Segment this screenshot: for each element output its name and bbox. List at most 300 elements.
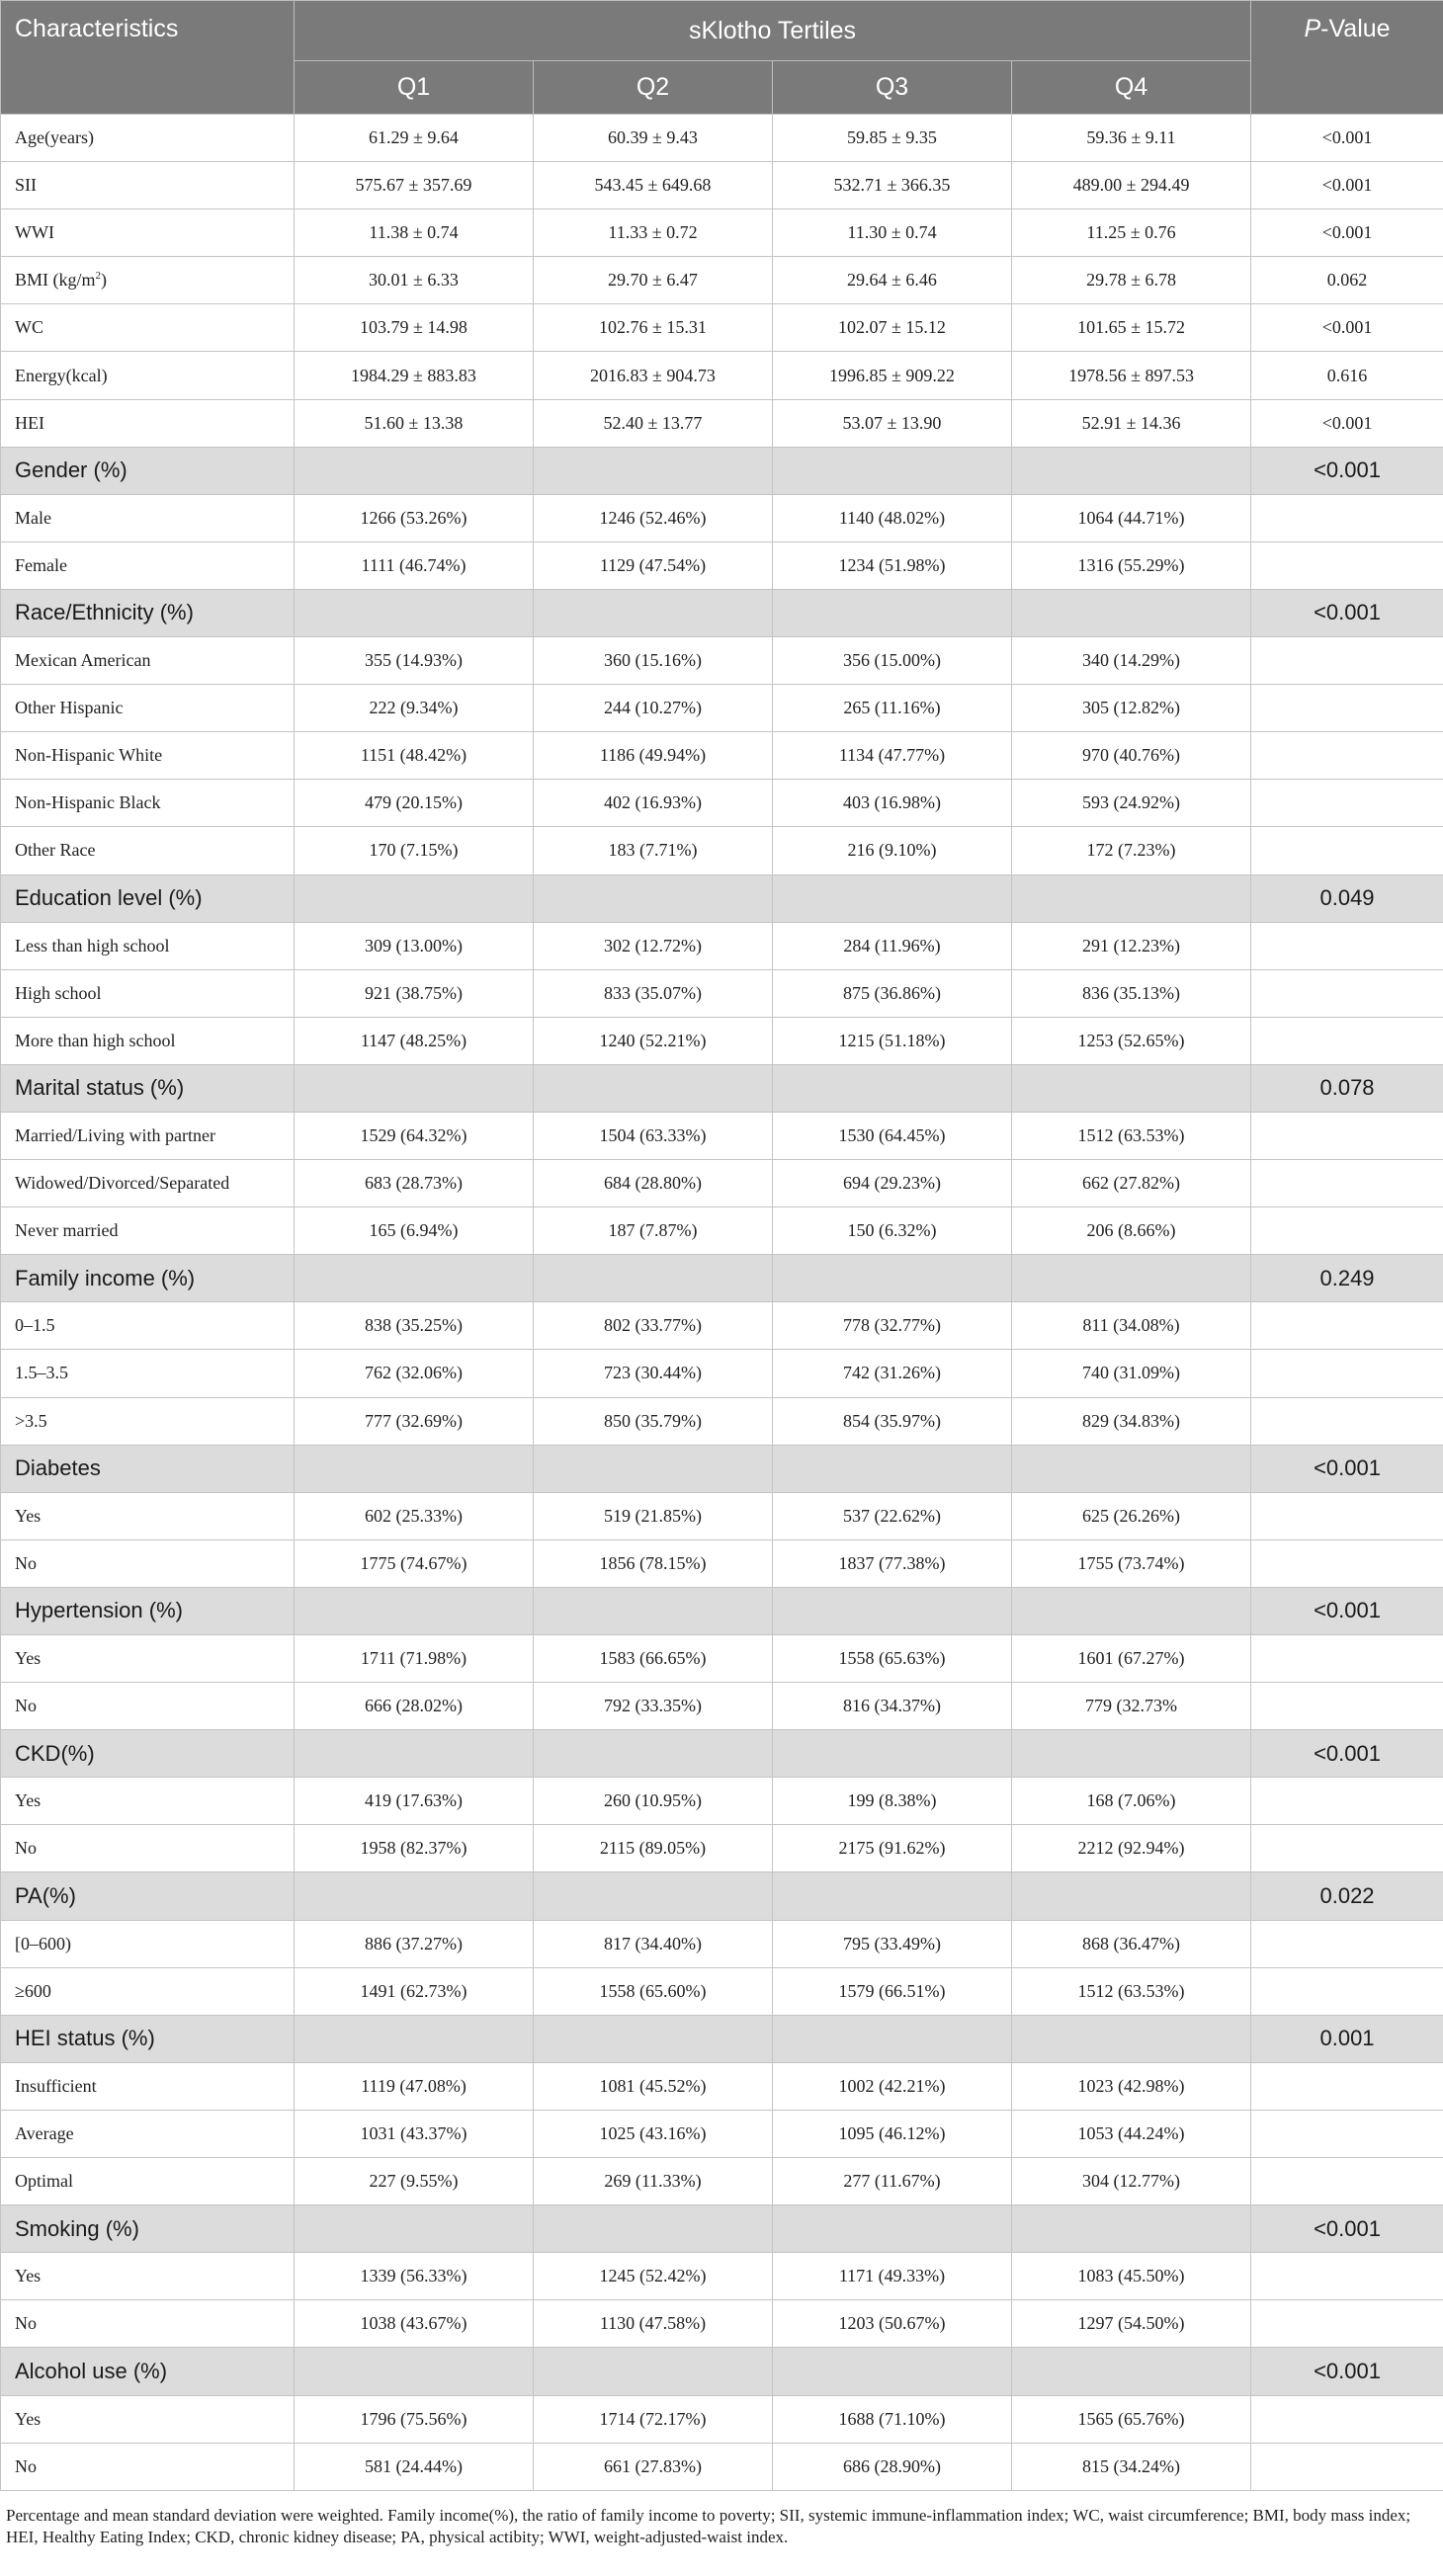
row-label-text: BMI (kg/m	[15, 270, 96, 291]
section-row	[1, 1064, 1443, 1112]
header-p-rest: -Value	[1320, 15, 1391, 42]
cell-q4: 811 (34.08%)	[1012, 1302, 1251, 1350]
row-label	[1, 115, 295, 162]
table-row	[1, 2253, 1443, 2300]
cell-q2: 543.45 ± 649.68	[534, 162, 773, 209]
row-label-text: No	[15, 1838, 37, 1859]
section-row	[1, 874, 1443, 922]
cell-p-value	[1251, 2443, 1443, 2490]
cell-q4: 1053 (44.24%)	[1012, 2110, 1251, 2157]
row-label-text: No	[15, 1552, 37, 1573]
cell-q4	[1012, 2348, 1251, 2395]
row-label-text: Non-Hispanic White	[15, 745, 163, 766]
cell-q4: 304 (12.77%)	[1012, 2158, 1251, 2205]
cell-q1: 1147 (48.25%)	[295, 1017, 534, 1064]
row-label-text: Yes	[15, 1648, 42, 1669]
cell-q2: 833 (35.07%)	[534, 969, 773, 1017]
section-row	[1, 1872, 1443, 1920]
cell-q1: 1775 (74.67%)	[295, 1539, 534, 1587]
row-label-text: Female	[15, 554, 67, 575]
row-label-text: Alcohol use (%)	[15, 2358, 168, 2383]
cell-q4: 489.00 ± 294.49	[1012, 162, 1251, 209]
cell-p-value: <0.001	[1251, 1587, 1443, 1634]
row-label	[1, 780, 295, 827]
cell-q2: 1186 (49.94%)	[534, 732, 773, 780]
cell-q4	[1012, 1872, 1251, 1920]
row-label-text: 0–1.5	[15, 1315, 55, 1336]
header-p-value	[1251, 1, 1443, 115]
row-label-text: Mexican American	[15, 650, 151, 671]
cell-p-value: 0.616	[1251, 352, 1443, 399]
cell-q3: 150 (6.32%)	[773, 1207, 1012, 1255]
row-label	[1, 732, 295, 780]
cell-q4: 59.36 ± 9.11	[1012, 115, 1251, 162]
cell-p-value: <0.001	[1251, 2205, 1443, 2253]
cell-p-value	[1251, 1397, 1443, 1445]
row-label-suffix: )	[101, 270, 108, 291]
cell-q3: 532.71 ± 366.35	[773, 162, 1012, 209]
cell-q3	[773, 1872, 1012, 1920]
table-row	[1, 2158, 1443, 2205]
row-label-text: Male	[15, 507, 51, 528]
row-label-text: No	[15, 2455, 37, 2476]
cell-q1: 762 (32.06%)	[295, 1350, 534, 1397]
section-row	[1, 1587, 1443, 1634]
row-label-text: Never married	[15, 1220, 119, 1241]
cell-q4: 815 (34.24%)	[1012, 2443, 1251, 2490]
table-row	[1, 780, 1443, 827]
row-label-text: 1.5–3.5	[15, 1363, 68, 1383]
cell-q3	[773, 874, 1012, 922]
row-label	[1, 352, 295, 399]
cell-q1: 838 (35.25%)	[295, 1302, 534, 1350]
row-label-text: Age(years)	[15, 127, 94, 148]
cell-q2: 1558 (65.60%)	[534, 1967, 773, 2015]
header-group: sKlotho Tertiles	[295, 1, 1251, 61]
table-row	[1, 2300, 1443, 2348]
cell-q3: 694 (29.23%)	[773, 1160, 1012, 1207]
cell-q4: 172 (7.23%)	[1012, 827, 1251, 874]
cell-p-value: <0.001	[1251, 162, 1443, 209]
cell-p-value	[1251, 1302, 1443, 1350]
cell-q1: 602 (25.33%)	[295, 1492, 534, 1539]
row-label-text: Education level (%)	[15, 885, 203, 911]
cell-q3: 1688 (71.10%)	[773, 2395, 1012, 2443]
cell-q1: 921 (38.75%)	[295, 969, 534, 1017]
cell-q3	[773, 1255, 1012, 1302]
cell-q4: 101.65 ± 15.72	[1012, 304, 1251, 352]
table-row	[1, 2062, 1443, 2110]
cell-q1: 355 (14.93%)	[295, 637, 534, 685]
cell-q2: 2016.83 ± 904.73	[534, 352, 773, 399]
cell-p-value: 0.249	[1251, 1255, 1443, 1302]
section-label	[1, 1587, 295, 1634]
cell-q3: 2175 (91.62%)	[773, 1825, 1012, 1872]
row-label-text: Energy(kcal)	[15, 365, 108, 385]
row-label-text: Marital status (%)	[15, 1075, 185, 1101]
section-label	[1, 2015, 295, 2062]
cell-q1	[295, 447, 534, 494]
cell-q4: 1253 (52.65%)	[1012, 1017, 1251, 1064]
cell-q4: 1978.56 ± 897.53	[1012, 352, 1251, 399]
cell-q1	[295, 1445, 534, 1492]
row-label	[1, 1492, 295, 1539]
row-label	[1, 1017, 295, 1064]
cell-p-value: <0.001	[1251, 209, 1443, 257]
cell-q4: 168 (7.06%)	[1012, 1778, 1251, 1825]
cell-p-value	[1251, 922, 1443, 969]
row-label	[1, 827, 295, 874]
cell-q1: 11.38 ± 0.74	[295, 209, 534, 257]
cell-q3	[773, 1064, 1012, 1112]
cell-q3: 59.85 ± 9.35	[773, 115, 1012, 162]
row-label-text: Married/Living with partner	[15, 1125, 215, 1146]
cell-q2: 2115 (89.05%)	[534, 1825, 773, 1872]
row-label-text: Hypertension (%)	[15, 1598, 183, 1623]
row-label-text: Diabetes	[15, 1455, 101, 1481]
row-label	[1, 1160, 295, 1207]
row-label-text: Insufficient	[15, 2075, 97, 2096]
cell-p-value	[1251, 1920, 1443, 1967]
cell-q2	[534, 2348, 773, 2395]
table-header	[1, 1, 1443, 115]
row-label	[1, 922, 295, 969]
row-label-text: Gender (%)	[15, 457, 127, 483]
table-row	[1, 541, 1443, 589]
cell-q2: 1129 (47.54%)	[534, 541, 773, 589]
cell-q4: 1565 (65.76%)	[1012, 2395, 1251, 2443]
row-label	[1, 2110, 295, 2157]
section-label	[1, 1255, 295, 1302]
cell-q1	[295, 1255, 534, 1302]
cell-q3: 1837 (77.38%)	[773, 1539, 1012, 1587]
row-label	[1, 1397, 295, 1445]
cell-p-value	[1251, 1683, 1443, 1730]
cell-q1: 61.29 ± 9.64	[295, 115, 534, 162]
table-row	[1, 1778, 1443, 1825]
section-label	[1, 2205, 295, 2253]
cell-p-value: 0.078	[1251, 1064, 1443, 1112]
row-label	[1, 1683, 295, 1730]
cell-q2: 187 (7.87%)	[534, 1207, 773, 1255]
cell-q2	[534, 1730, 773, 1778]
table-row	[1, 1160, 1443, 1207]
row-label-text: PA(%)	[15, 1883, 76, 1909]
table-row	[1, 162, 1443, 209]
table-row	[1, 1350, 1443, 1397]
cell-q4: 970 (40.76%)	[1012, 732, 1251, 780]
cell-p-value	[1251, 2062, 1443, 2110]
header-q3: Q3	[773, 61, 1012, 115]
cell-q4: 1601 (67.27%)	[1012, 1635, 1251, 1683]
cell-q4: 740 (31.09%)	[1012, 1350, 1251, 1397]
cell-q2: 11.33 ± 0.72	[534, 209, 773, 257]
cell-q4: 662 (27.82%)	[1012, 1160, 1251, 1207]
cell-q4: 625 (26.26%)	[1012, 1492, 1251, 1539]
cell-q3: 102.07 ± 15.12	[773, 304, 1012, 352]
cell-q2: 661 (27.83%)	[534, 2443, 773, 2490]
cell-q1: 1119 (47.08%)	[295, 2062, 534, 2110]
cell-p-value: 0.049	[1251, 874, 1443, 922]
cell-p-value	[1251, 1112, 1443, 1159]
table-row	[1, 2395, 1443, 2443]
cell-q1	[295, 2015, 534, 2062]
row-label-text: Yes	[15, 2266, 42, 2286]
cell-q4	[1012, 2015, 1251, 2062]
cell-q1	[295, 874, 534, 922]
cell-q2: 1714 (72.17%)	[534, 2395, 773, 2443]
cell-q1: 170 (7.15%)	[295, 827, 534, 874]
cell-q3: 356 (15.00%)	[773, 637, 1012, 685]
cell-q2	[534, 1872, 773, 1920]
table-row	[1, 1825, 1443, 1872]
cell-q1	[295, 1872, 534, 1920]
cell-p-value	[1251, 1967, 1443, 2015]
header-q4: Q4	[1012, 61, 1251, 115]
row-label	[1, 2300, 295, 2348]
cell-q2: 269 (11.33%)	[534, 2158, 773, 2205]
cell-q1: 575.67 ± 357.69	[295, 162, 534, 209]
cell-q3: 1215 (51.18%)	[773, 1017, 1012, 1064]
row-label-text: ≥600	[15, 1980, 51, 2001]
cell-q3	[773, 1730, 1012, 1778]
cell-q4: 1083 (45.50%)	[1012, 2253, 1251, 2300]
cell-p-value	[1251, 732, 1443, 780]
row-label	[1, 2062, 295, 2110]
cell-p-value: 0.022	[1251, 1872, 1443, 1920]
section-label	[1, 874, 295, 922]
cell-q3	[773, 2348, 1012, 2395]
cell-q2: 792 (33.35%)	[534, 1683, 773, 1730]
table-row	[1, 209, 1443, 257]
cell-q3: 1203 (50.67%)	[773, 2300, 1012, 2348]
cell-q4: 291 (12.23%)	[1012, 922, 1251, 969]
header-q1: Q1	[295, 61, 534, 115]
cell-p-value	[1251, 1778, 1443, 1825]
cell-p-value	[1251, 2300, 1443, 2348]
cell-q1: 1529 (64.32%)	[295, 1112, 534, 1159]
cell-q2: 723 (30.44%)	[534, 1350, 773, 1397]
cell-q4: 29.78 ± 6.78	[1012, 257, 1251, 304]
table-row	[1, 115, 1443, 162]
row-label-text: Yes	[15, 1790, 42, 1811]
row-label	[1, 209, 295, 257]
cell-q1: 103.79 ± 14.98	[295, 304, 534, 352]
cell-p-value	[1251, 685, 1443, 732]
cell-q2: 684 (28.80%)	[534, 1160, 773, 1207]
row-label-text: Family income (%)	[15, 1265, 196, 1290]
table-row	[1, 1112, 1443, 1159]
cell-q1: 222 (9.34%)	[295, 685, 534, 732]
cell-q3	[773, 2015, 1012, 2062]
cell-q1: 1984.29 ± 883.83	[295, 352, 534, 399]
cell-q1	[295, 2205, 534, 2253]
cell-q4: 1064 (44.71%)	[1012, 494, 1251, 541]
cell-p-value: <0.001	[1251, 589, 1443, 636]
cell-q2: 102.76 ± 15.31	[534, 304, 773, 352]
cell-q2: 52.40 ± 13.77	[534, 399, 773, 447]
header-q2: Q2	[534, 61, 773, 115]
cell-q1: 479 (20.15%)	[295, 780, 534, 827]
cell-q3: 854 (35.97%)	[773, 1397, 1012, 1445]
cell-q2	[534, 1255, 773, 1302]
row-label	[1, 1302, 295, 1350]
cell-q1: 1038 (43.67%)	[295, 2300, 534, 2348]
table-row	[1, 1302, 1443, 1350]
cell-q4	[1012, 447, 1251, 494]
cell-q4	[1012, 1255, 1251, 1302]
row-label-text: Yes	[15, 2408, 42, 2429]
cell-q3: 53.07 ± 13.90	[773, 399, 1012, 447]
cell-p-value: 0.062	[1251, 257, 1443, 304]
row-label	[1, 541, 295, 589]
cell-q2: 244 (10.27%)	[534, 685, 773, 732]
section-label	[1, 589, 295, 636]
cell-q4: 593 (24.92%)	[1012, 780, 1251, 827]
cell-q1: 777 (32.69%)	[295, 1397, 534, 1445]
cell-q2	[534, 1445, 773, 1492]
table-row	[1, 922, 1443, 969]
cell-q1: 581 (24.44%)	[295, 2443, 534, 2490]
cell-q3	[773, 589, 1012, 636]
row-label-text: Non-Hispanic Black	[15, 792, 161, 813]
cell-q3: 265 (11.16%)	[773, 685, 1012, 732]
cell-q4	[1012, 2205, 1251, 2253]
cell-q1: 419 (17.63%)	[295, 1778, 534, 1825]
header-characteristics: Characteristics	[1, 1, 295, 115]
row-label-text: No	[15, 2313, 37, 2334]
cell-q1	[295, 1587, 534, 1634]
row-label	[1, 1825, 295, 1872]
section-row	[1, 589, 1443, 636]
row-label	[1, 1778, 295, 1825]
cell-q4: 836 (35.13%)	[1012, 969, 1251, 1017]
cell-q4: 1297 (54.50%)	[1012, 2300, 1251, 2348]
section-row	[1, 2348, 1443, 2395]
section-row	[1, 2015, 1443, 2062]
cell-q4: 1512 (63.53%)	[1012, 1112, 1251, 1159]
row-label	[1, 1920, 295, 1967]
table-row	[1, 1683, 1443, 1730]
cell-q3: 1579 (66.51%)	[773, 1967, 1012, 2015]
cell-q3: 11.30 ± 0.74	[773, 209, 1012, 257]
cell-q3: 1530 (64.45%)	[773, 1112, 1012, 1159]
cell-q1: 886 (37.27%)	[295, 1920, 534, 1967]
header-p-italic: P	[1304, 15, 1321, 42]
cell-q2: 1081 (45.52%)	[534, 2062, 773, 2110]
section-label	[1, 1872, 295, 1920]
row-label	[1, 969, 295, 1017]
cell-p-value	[1251, 494, 1443, 541]
cell-q2	[534, 2015, 773, 2062]
row-label-text: HEI status (%)	[15, 2026, 155, 2051]
cell-q3: 1234 (51.98%)	[773, 541, 1012, 589]
cell-q3: 795 (33.49%)	[773, 1920, 1012, 1967]
row-label-text: WC	[15, 317, 43, 338]
cell-q3	[773, 1587, 1012, 1634]
row-label	[1, 399, 295, 447]
cell-q4: 340 (14.29%)	[1012, 637, 1251, 685]
cell-q4: 779 (32.73%	[1012, 1683, 1251, 1730]
cell-q1	[295, 589, 534, 636]
cell-q2: 519 (21.85%)	[534, 1492, 773, 1539]
cell-q1: 1151 (48.42%)	[295, 732, 534, 780]
cell-p-value	[1251, 780, 1443, 827]
table-row	[1, 1920, 1443, 1967]
cell-q3: 742 (31.26%)	[773, 1350, 1012, 1397]
cell-q4: 52.91 ± 14.36	[1012, 399, 1251, 447]
cell-q1: 227 (9.55%)	[295, 2158, 534, 2205]
table-row	[1, 637, 1443, 685]
cell-q2: 1240 (52.21%)	[534, 1017, 773, 1064]
cell-q4	[1012, 1064, 1251, 1112]
cell-q3: 216 (9.10%)	[773, 827, 1012, 874]
cell-q2	[534, 2205, 773, 2253]
section-label	[1, 1064, 295, 1112]
cell-q4	[1012, 1730, 1251, 1778]
cell-p-value	[1251, 2158, 1443, 2205]
table-row	[1, 494, 1443, 541]
cell-q3: 686 (28.90%)	[773, 2443, 1012, 2490]
cell-q1	[295, 2348, 534, 2395]
cell-q2: 29.70 ± 6.47	[534, 257, 773, 304]
row-label-text: Smoking (%)	[15, 2215, 139, 2241]
table-row	[1, 304, 1443, 352]
cell-q2	[534, 874, 773, 922]
cell-q1: 51.60 ± 13.38	[295, 399, 534, 447]
cell-q2: 1856 (78.15%)	[534, 1539, 773, 1587]
row-label	[1, 1207, 295, 1255]
cell-q3: 1134 (47.77%)	[773, 732, 1012, 780]
cell-p-value	[1251, 1635, 1443, 1683]
cell-q2: 1246 (52.46%)	[534, 494, 773, 541]
cell-q1	[295, 1064, 534, 1112]
table-row	[1, 1635, 1443, 1683]
cell-q3	[773, 447, 1012, 494]
section-label	[1, 1730, 295, 1778]
cell-q3: 277 (11.67%)	[773, 2158, 1012, 2205]
section-row	[1, 2205, 1443, 2253]
cell-q2: 360 (15.16%)	[534, 637, 773, 685]
cell-q1: 1111 (46.74%)	[295, 541, 534, 589]
section-row	[1, 447, 1443, 494]
cell-q4	[1012, 1587, 1251, 1634]
cell-q3	[773, 2205, 1012, 2253]
cell-p-value	[1251, 969, 1443, 1017]
row-label-text: Widowed/Divorced/Separated	[15, 1173, 230, 1194]
row-label-text: CKD(%)	[15, 1740, 95, 1766]
cell-q4: 206 (8.66%)	[1012, 1207, 1251, 1255]
cell-q3: 1002 (42.21%)	[773, 2062, 1012, 2110]
cell-q2: 260 (10.95%)	[534, 1778, 773, 1825]
cell-q1: 1796 (75.56%)	[295, 2395, 534, 2443]
cell-q3: 403 (16.98%)	[773, 780, 1012, 827]
table-row	[1, 352, 1443, 399]
cell-p-value	[1251, 1207, 1443, 1255]
row-label-text: More than high school	[15, 1030, 176, 1050]
cell-q2: 183 (7.71%)	[534, 827, 773, 874]
row-label-text: High school	[15, 982, 102, 1003]
table-row	[1, 827, 1443, 874]
cell-q1: 165 (6.94%)	[295, 1207, 534, 1255]
row-label	[1, 2253, 295, 2300]
row-label-superscript: 2	[95, 270, 102, 283]
cell-q4	[1012, 1445, 1251, 1492]
cell-p-value	[1251, 1539, 1443, 1587]
cell-p-value	[1251, 2110, 1443, 2157]
cell-p-value	[1251, 1017, 1443, 1064]
row-label-text: SII	[15, 175, 37, 196]
